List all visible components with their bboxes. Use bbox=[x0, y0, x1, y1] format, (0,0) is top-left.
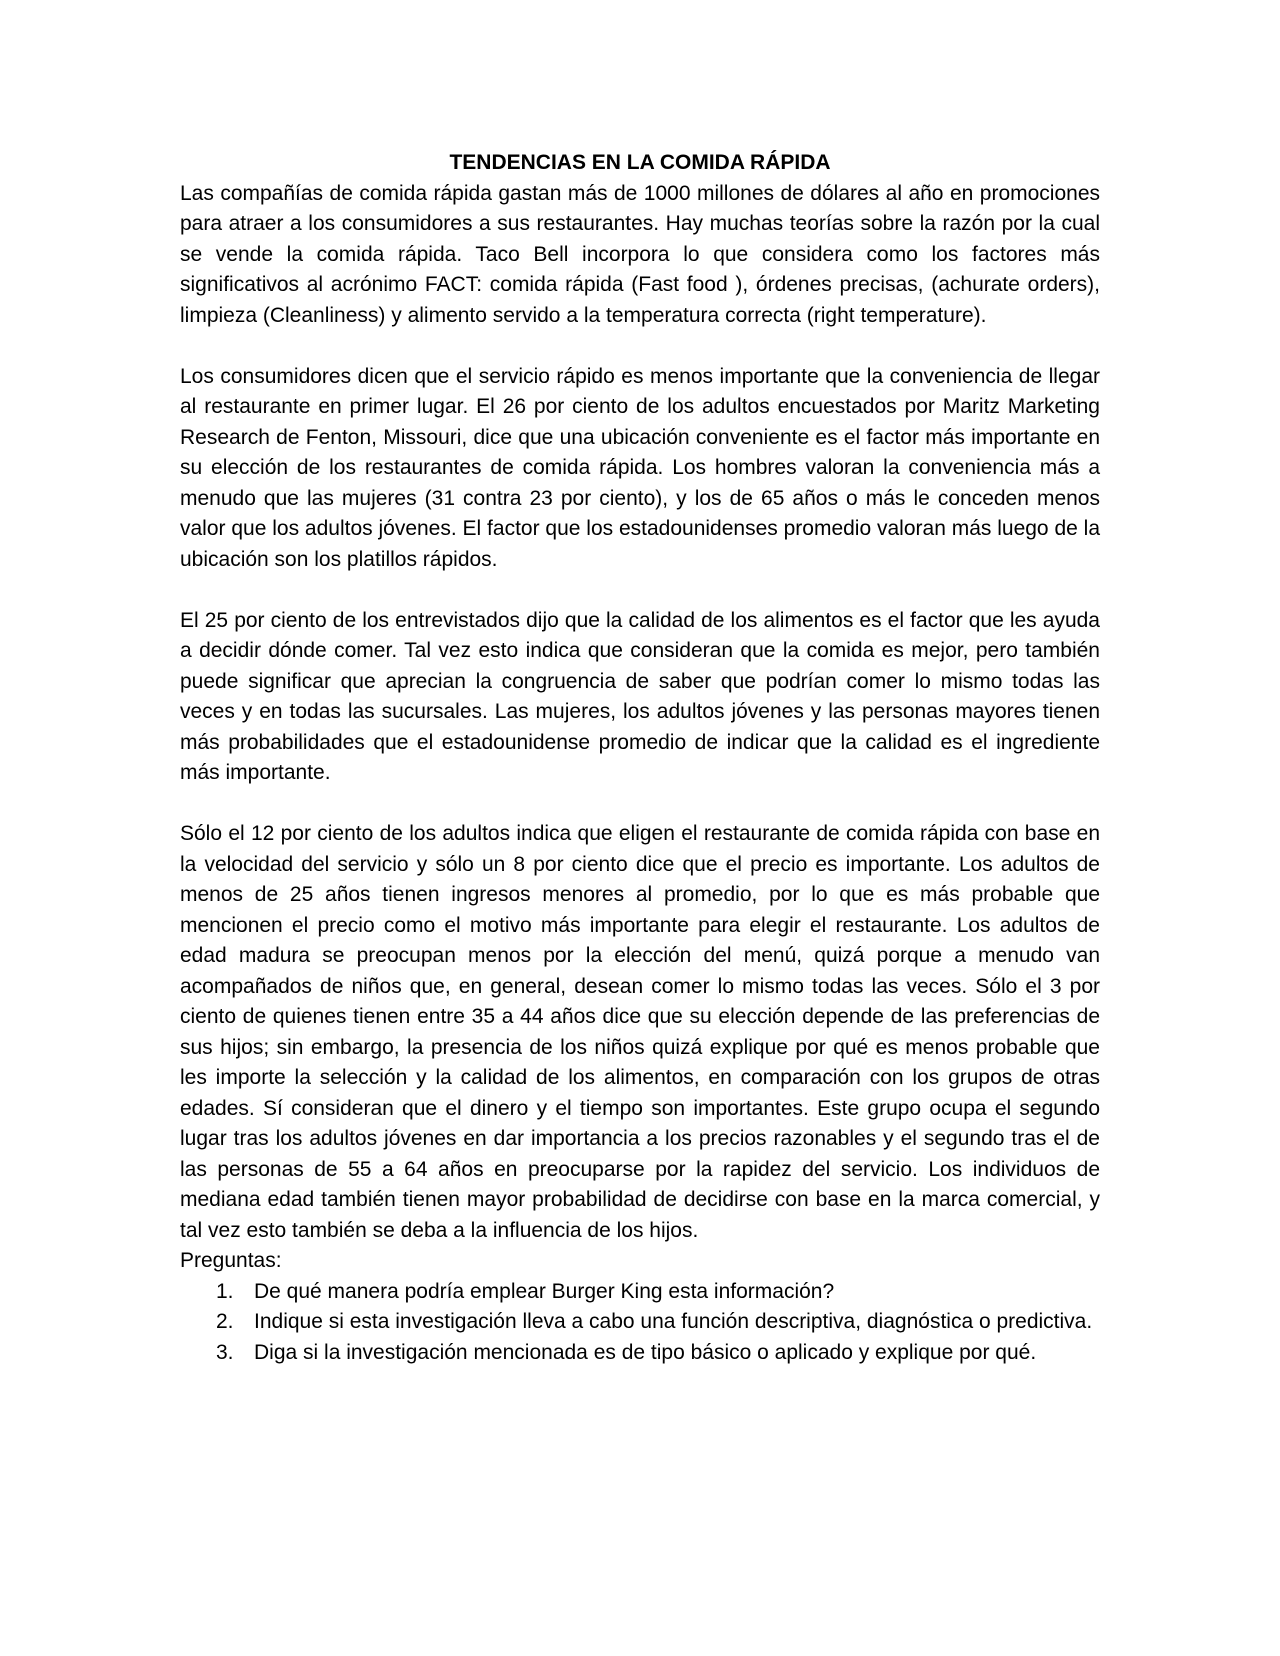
question-text: Indique si esta investigación lleva a cabo una función descriptiva, diagnóstica o predictiva. bbox=[254, 1310, 1093, 1333]
question-number: 1. bbox=[216, 1279, 234, 1303]
question-number: 2. bbox=[216, 1310, 234, 1333]
document-page bbox=[180, 148, 1100, 1368]
paragraph-2: Los consumidores dicen que el servicio rápido es menos importante que la conveniencia de llegar al restaurante en primer lugar. El 26 por ciento de los adultos encuestados por Maritz Marketing Research de Fenton, Missouri, dice que una ubicación conveniente es el factor más importante en su elección de los restaurantes de comida rápida. Los hombres valoran la conveniencia más a menudo que las mujeres (31 contra 23 por ciento), y los de 65 años o más le conceden menos valor que los adultos jóvenes. El factor que los estadounidenses promedio valoran más luego de la ubicación son los platillos rápidos. bbox=[180, 364, 1100, 571]
paragraph-gap bbox=[180, 331, 1100, 362]
question-number: 3. bbox=[216, 1340, 234, 1364]
question-item bbox=[216, 1307, 1100, 1338]
paragraph-4: Sólo el 12 por ciento de los adultos indica que eligen el restaurante de comida rápida con base en la velocidad del servicio y sólo un 8 por ciento dice que el precio es importante. Los adultos de menos de 25 años tienen ingresos menores al promedio, por lo que es más probable que mencionen el precio como el motivo más importante para elegir el restaurante. Los adultos de edad madura se preocupan menos por la elección del menú, quizá porque a menudo van acompañados de niños que, en general, desean comer lo mismo todas las veces. Sólo el 3 por ciento de quienes tienen entre 35 a 44 años dice que su elección depende de las preferencias de sus hijos; sin embargo, la presencia de los niños quizá explique por qué es menos probable que les importe la selección y la calidad de los alimentos, en comparación con los grupos de otras edades. Sí consideran que el dinero y el tiempo son importantes. Este grupo ocupa el segundo lugar tras los adultos jóvenes en dar importancia a los precios razonables y el segundo tras el de las personas de 55 a 64 años en preocuparse por la rapidez del servicio. Los individuos de mediana edad también tienen mayor probabilidad de decidirse con base en la marca comercial, y tal vez esto también se deba a la influencia de los hijos. bbox=[180, 822, 1100, 1242]
paragraph-gap bbox=[180, 575, 1100, 606]
questions-label: Preguntas: bbox=[180, 1249, 282, 1272]
paragraph-3: El 25 por ciento de los entrevistados dijo que la calidad de los alimentos es el factor que les ayuda a decidir dónde comer. Tal vez esto indica que consideran que la comida es mejor, pero también puede significar que aprecian la congruencia de saber que podrían comer lo mismo todas las veces y en todas las sucursales. Las mujeres, los adultos jóvenes y las personas mayores tienen más probabilidades que el estadounidense promedio de indicar que la calidad es el ingrediente más importante. bbox=[180, 608, 1100, 784]
question-item bbox=[216, 1338, 1100, 1369]
question-text: De qué manera podría emplear Burger King esta información? bbox=[254, 1279, 835, 1303]
document-title: TENDENCIAS EN LA COMIDA RÁPIDA bbox=[449, 151, 831, 174]
paragraph-gap bbox=[180, 789, 1100, 820]
question-text: Diga si la investigación mencionada es de tipo básico o aplicado y explique por qué. bbox=[254, 1340, 1037, 1364]
questions-list bbox=[180, 1277, 1100, 1369]
paragraph-1: Las compañías de comida rápida gastan más de 1000 millones de dólares al año en promociones para atraer a los consumidores a sus restaurantes. Hay muchas teorías sobre la razón por la cual se vende la comida rápida. Taco Bell incorpora lo que considera como los factores más significativos al acrónimo FACT: comida rápida (Fast food ), órdenes precisas, (achurate orders), limpieza (Cleanliness) y alimento servido a la temperatura correcta (right temperature). bbox=[180, 181, 1100, 327]
question-item bbox=[216, 1277, 1100, 1308]
